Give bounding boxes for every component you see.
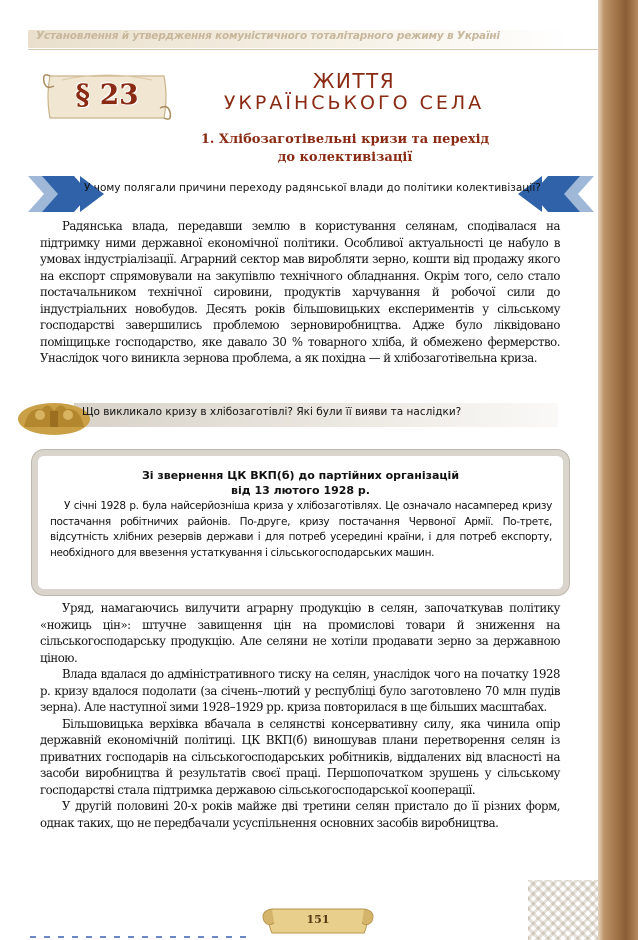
section-title-line-1: 1. Хлібозаготівельні кризи та перехід: [200, 132, 490, 147]
paragraph: Більшовицька верхівка вбачала в селянстві консервативну силу, яка чинила опір державній економічній політиці. ЦК ВКП(б) виношував плани перетворення селян із приватних господарів на сільськогосподарських робітників, віддалених від власності на засоби виробництва й результатів своєї праці. Першопочатком зрушень у сільському господарстві стала підтримка державою сільськогосподарської кооперації.: [40, 716, 560, 797]
page-number: 151: [306, 913, 330, 926]
bottom-dashed-line: [30, 936, 250, 938]
document-text: [50, 499, 552, 561]
wood-edge-decoration: [598, 0, 638, 940]
paragraph-number-badge: [42, 68, 172, 126]
body-text-block-1: [40, 218, 560, 367]
paragraph: Радянська влада, передавши землю в користування селянам, сподівалася на підтримку ними державної економічної політики. Особливої актуальності це набуло в умовах індустріалізації. Аграрний сектор мав виробляти зерно, кошти від продажу якого на експорт спрямовували на закупівлю технічного обладнання. Окрім того, село стало постачальником технічної сировини, продуктів харчування й робочої сили до індустріальних новобудов. Десять років більшовицьких експериментів у сільському господарстві завершились проблемою зерновиробництва. Адже було ліквідовано поміщицьке господарство, яке давало 30 % товарного хліба, й обмежено фермерство. Унаслідок чого виникла зернова проблема, а як похідна — й хлібозаготівельна криза.: [40, 219, 560, 365]
paragraph-number: § 23: [75, 78, 139, 111]
lesson-title-line-1: ЖИТТЯ: [312, 69, 396, 93]
body-text-block-2: [40, 600, 560, 831]
section-title-line-2: до колективізації: [277, 150, 413, 165]
lesson-question: У чому полягали причини переходу радянської влади до політики колективізації?: [84, 182, 541, 194]
lesson-title: [220, 70, 488, 114]
document-title: [38, 468, 563, 498]
document-title-line-1: Зі звернення ЦК ВКП(б) до партійних організацій: [141, 469, 460, 482]
lesson-title-line-2: УКРАЇНСЬКОГО СЕЛА: [223, 92, 485, 114]
document-title-line-2: від 13 лютого 1928 р.: [231, 484, 370, 497]
document-paragraph: У січні 1928 р. була найсерйозніша криза у хлібозаготівлях. Це означало насамперед кризу постачання робітничих районів. По-друге, кризу постачання Червоної Армії. По-третє, відсутність хлібних резервів держави і для потреб усередині країни, і для потреб експорту, необхідного для ввезення устаткування і сільськогосподарських машин.: [50, 500, 552, 559]
paragraph: Влада вдалася до адміністративного тиску на селян, унаслідок чого на початку 1928 р. кризу вдалося подолати (за січень–лютий у республіці було заготовлено 70 млн пудів зерна). Але наступної зими 1928–1929 рр. криза повторилася в ще більших масштабах.: [40, 667, 560, 714]
paragraph: У другій половині 20-х років майже дві третини селян пристало до її різних форм, однак таких, що не передбачали усуспільнення основних засобів виробництва.: [40, 799, 560, 830]
task-question: Що викликало кризу в хлібозаготівлі? Які були її вияви та наслідки?: [82, 406, 462, 418]
section-title: [190, 131, 500, 167]
paragraph: Уряд, намагаючись вилучити аграрну продукцію в селян, започаткував політику «ножиць цін»: штучне завищення цін на промислові товари й зниження на сільськогосподарську продукцію. Але селяни не хотіли продавати зерно за державною ціною.: [40, 601, 560, 665]
running-head: Установлення й утвердження комуністичного тоталітарного режиму в Україні: [36, 30, 500, 42]
corner-pattern-decoration: [528, 880, 598, 940]
